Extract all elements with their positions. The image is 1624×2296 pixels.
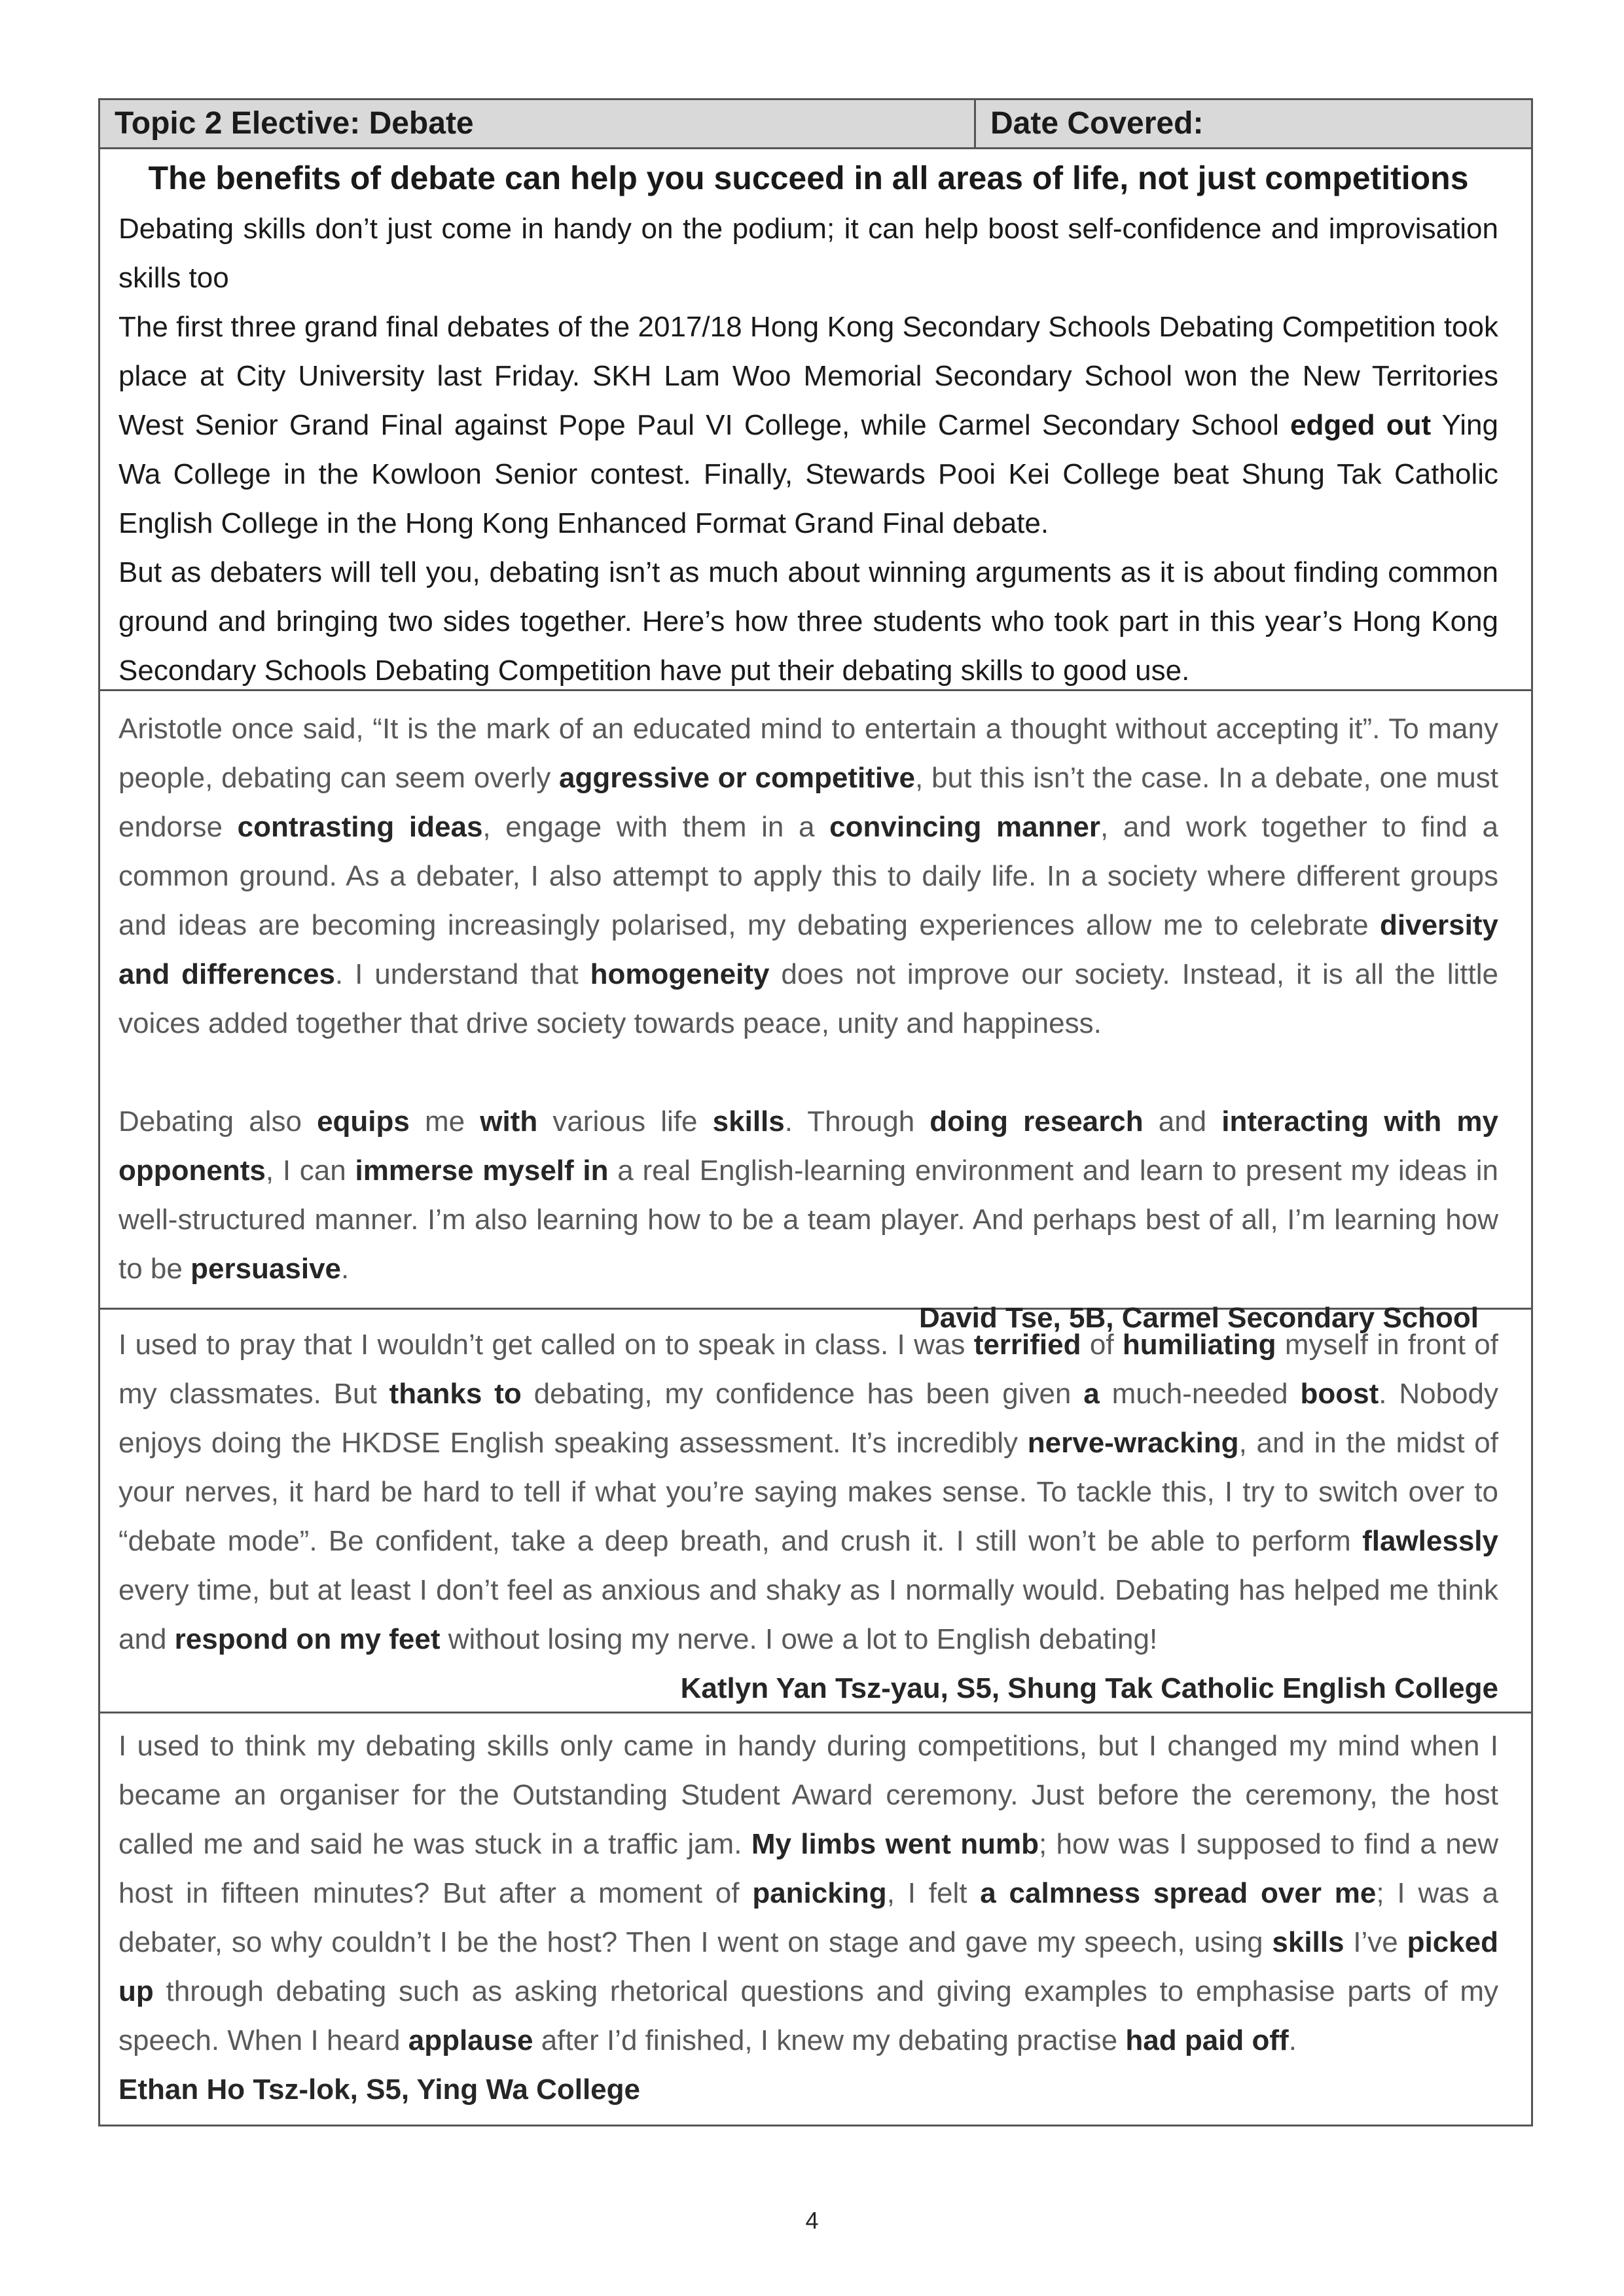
testimonial-ethan [100, 1713, 1531, 2125]
paragraph-gap [118, 1048, 1498, 1097]
topic-title: Topic 2 Elective: Debate [100, 100, 976, 147]
article-title: The benefits of debate can help you succeed in all areas of life, not just competitions [148, 160, 1469, 196]
header-row [100, 100, 1531, 149]
ethan-paragraph: I used to think my debating skills only came in handy during competitions, but I changed my mind when I became an organiser for the Outstanding Student Award ceremony. Just before the ceremony, the host called me and said he was stuck in a traffic jam. My limbs went numb; how was I supposed to find a new host in fifteen minutes? But after a moment of panicking, I felt a calmness spread over me; I was a debater, so why couldn’t I be the host? Then I went on stage and gave my speech, using skills I’ve picked up through debating such as asking rhetorical questions and giving examples to emphasise parts of my speech. When I heard applause after I’d finished, I knew my debating practise had paid off. [118, 1730, 1498, 2056]
testimonial-david [100, 691, 1531, 1334]
date-covered-label: Date Covered: [990, 106, 1204, 141]
article-paragraph-1: The first three grand final debates of the 2017/18 Hong Kong Secondary Schools Debating Competition took place at City University last Friday. SKH Lam Woo Memorial Secondary School won the New Territories West Senior Grand Final against Pope Paul VI College, while Carmel Secondary School edged out Ying Wa College in the Kowloon Senior contest. Finally, Stewards Pooi Kei College beat Shung Tak Catholic English College in the Hong Kong Enhanced Format Grand Final debate. [118, 311, 1498, 539]
david-paragraph-1: Aristotle once said, “It is the mark of an educated mind to entertain a thought without accepting it”. To many people, debating can seem overly aggressive or competitive, but this isn’t the case. In a debate, one must endorse contrasting ideas, engage with them in a convincing manner, and work together to find a common ground. As a debater, I also attempt to apply this to daily life. In a society where different groups and ideas are becoming increasingly polarised, my debating experiences allow me to celebrate diversity and differences. I understand that homogeneity does not improve our society. Instead, it is all the little voices added together that drive society towards peace, unity and happiness. [118, 713, 1499, 1039]
testimonial-katlyn [100, 1310, 1531, 1713]
ethan-author: Ethan Ho Tsz-lok, S5, Ying Wa College [118, 2073, 640, 2106]
article-intro-section [100, 152, 1531, 691]
article-paragraph-2: But as debaters will tell you, debating isn’t as much about winning arguments as it is about finding common ground and bringing two sides together. Here’s how three students who took part in this year’s Hong Kong Secondary Schools Debating Competition have put their debating skills to good use. [118, 556, 1498, 687]
page-number: 4 [805, 2207, 819, 2234]
katlyn-author: Katlyn Yan Tsz-yau, S5, Shung Tak Catholic English College [680, 1672, 1498, 1704]
david-author: David Tse, 5B, Carmel Secondary School [918, 1302, 1479, 1334]
david-paragraph-2: Debating also equips me with various life skills. Through doing research and interacting with my opponents, I can immerse myself in a real English-learning environment and learn to present my ideas in well-structured manner. I’m also learning how to be a team player. And perhaps best of all, I’m learning how to be persuasive. [118, 1105, 1498, 1285]
article-subtitle: Debating skills don’t just come in handy on the podium; it can help boost self-confidence and improvisation skills too [118, 213, 1498, 294]
katlyn-paragraph: I used to pray that I wouldn’t get called on to speak in class. I was terrified of humiliating myself in front of my classmates. But thanks to debating, my confidence has been given a much-needed boost. Nobody enjoys doing the HKDSE English speaking assessment. It’s incredibly nerve-wracking, and in the midst of your nerves, it hard be hard to tell if what you’re saying makes sense. To tackle this, I try to switch over to “debate mode”. Be confident, take a deep breath, and crush it. I still won’t be able to perform flawlessly every time, but at least I don’t feel as anxious and shaky as I normally would. Debating has helped me think and respond on my feet without losing my nerve. I owe a lot to English debating! [118, 1329, 1498, 1655]
worksheet-table [98, 98, 1533, 2126]
